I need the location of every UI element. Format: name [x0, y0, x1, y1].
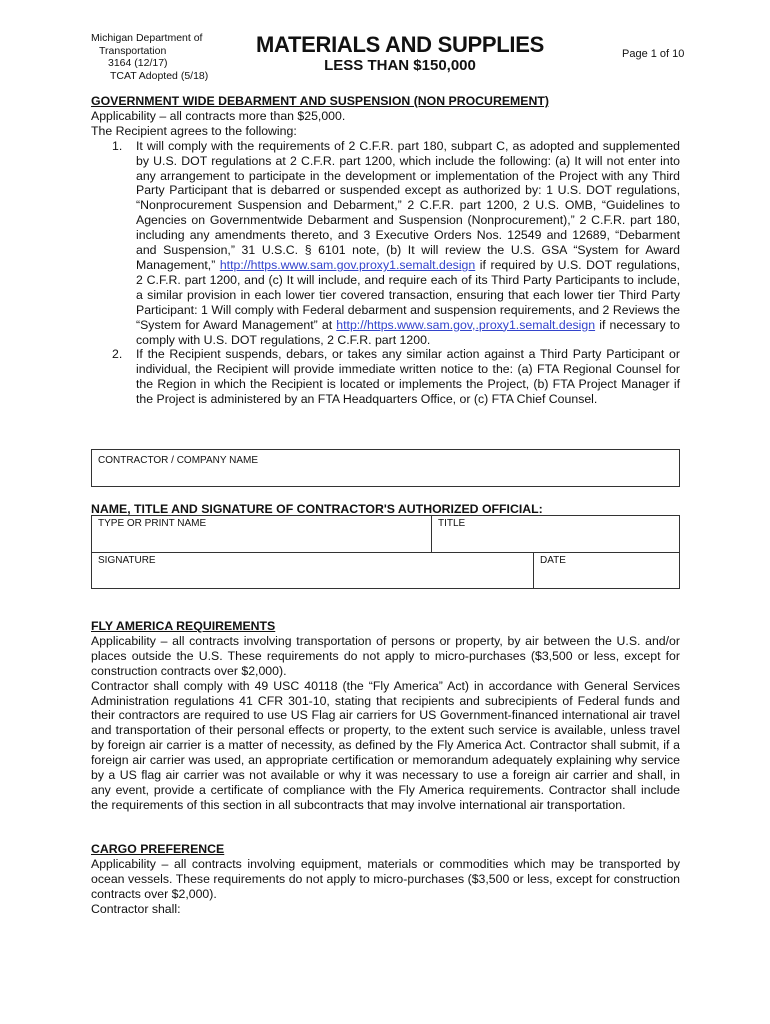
- company-name-field[interactable]: [91, 449, 680, 487]
- tcat-adopted: TCAT Adopted (5/18): [110, 69, 209, 82]
- fly-america-section: [91, 619, 680, 813]
- page-number: Page 1 of 10: [622, 48, 685, 60]
- sam-gov-link[interactable]: http://https.www.sam.gov.proxy1.semalt.design: [219, 257, 476, 272]
- cargo-preference-heading: CARGO PREFERENCE: [91, 842, 225, 856]
- list-item-text: It will comply with the requirements of 2 C.F.R. part 180, subpart C, as adopted and supplemented by U.S. DOT regulations at 2 C.F.R. part 1200, which include the following: (a) It will not enter into any arrangement to participate in the development or implementation of the Project with any Third Party Participant that is debarred or suspended except as authorized by: 1 U.S. DOT regulations, “Nonprocurement Suspension and Debarment,” 2 C.F.R. part 1200, 2 U.S. OMB, “Guidelines to Agencies on Governmentwide Debarment and Suspension (Nonprocurement),” 2 C.F.R. part 180, including any amendments thereto, and 3 Executive Orders Nos. 12549 and 12689, “Debarment and Suspension,” 31 U.S.C. § 6101 note, (b) It will review the U.S. GSA “System for Award Management,”: [136, 138, 680, 272]
- date-label: DATE: [540, 555, 566, 566]
- list-item-text: If the Recipient suspends, debars, or takes any similar action against a Third Party Participant or individual, the Recipient will provide immediate written notice to the: (a) FTA Regional Counsel for the Region in which the Recipient is located or implements the Project, (b) FTA Project Manager if the Project is administered by an FTA Headquarters Office, or (c) FTA Chief Counsel.: [136, 347, 680, 407]
- debarment-heading: GOVERNMENT WIDE DEBARMENT AND SUSPENSION (NON PROCUREMENT): [91, 94, 549, 108]
- signature-label: SIGNATURE: [98, 555, 156, 566]
- cargo-contractor-shall: Contractor shall:: [91, 901, 181, 916]
- debarment-applicability: Applicability – all contracts more than $25,000.: [91, 108, 346, 123]
- list-item-text: if required by U.S. DOT regulations, 2 C.F.R. part 1200, and (c) It will include, and require each of its Third Party Participants to include, a similar provision in each lower tier covered transaction, ensuring that each lower tier Third Party Participant: 1 Will comply with Federal debarment and suspension requirements, and 2 Reviews the “System for Award Management” at: [136, 257, 680, 332]
- list-item: [91, 347, 680, 407]
- fly-america-body: Contractor shall comply with 49 USC 40118 (the “Fly America” Act) in accordance with General Services Administration regulations 41 CFR 301-10, stating that recipients and subrecipients of Federal funds and their contractors are required to use US Flag air carriers for US Government-financed international air travel and transportation of their personal effects or property, to the extent such service is available, unless travel by foreign air carrier is a matter of necessity, as defined by the Fly America Act. Contractor shall submit, if a foreign air carrier was used, an appropriate certification or memorandum adequately explaining why service by a US flag air carrier was not available or why it was necessary to use a foreign air carrier and shall, in any event, provide a certificate of compliance with the Fly America requirements. Contractor shall include the requirements of this section in all subcontracts that may involve international air transportation.: [91, 678, 680, 812]
- company-name-label: CONTRACTOR / COMPANY NAME: [98, 455, 259, 466]
- official-heading: NAME, TITLE AND SIGNATURE OF CONTRACTOR'S AUTHORIZED OFFICIAL:: [91, 502, 543, 516]
- list-item-number: 2.: [112, 347, 123, 362]
- print-name-field[interactable]: [92, 516, 431, 552]
- agency-block: [91, 32, 208, 82]
- title-label: TITLE: [438, 518, 466, 529]
- title-field[interactable]: [432, 516, 679, 552]
- date-field[interactable]: [534, 553, 679, 588]
- form-number: 3164 (12/17): [108, 57, 168, 69]
- debarment-section: [91, 94, 680, 407]
- debarment-intro: The Recipient agrees to the following:: [91, 123, 297, 138]
- list-item-text: if necessary to comply with U.S. DOT regulations, 2 C.F.R. part 1200.: [136, 317, 680, 347]
- list-item-number: 1.: [112, 138, 123, 153]
- debarment-list: [91, 139, 680, 407]
- agency-name-line2: Transportation: [99, 44, 167, 57]
- cargo-preference-section: [91, 842, 680, 917]
- official-form-grid: [91, 515, 680, 589]
- document-title: MATERIALS AND SUPPLIES: [256, 32, 544, 57]
- signature-field[interactable]: [92, 553, 533, 588]
- agency-name-line1: Michigan Department of: [91, 32, 203, 44]
- print-name-label: TYPE OR PRINT NAME: [98, 518, 207, 529]
- cargo-applicability: Applicability – all contracts involving equipment, materials or commodities which may be transported by ocean vessels. These requirements do not apply to micro-purchases ($3,500 or less, except for construction contracts over $2,000).: [91, 856, 680, 901]
- document-subtitle: LESS THAN $150,000: [324, 57, 476, 74]
- list-item: [91, 139, 680, 348]
- fly-america-applicability: Applicability – all contracts involving transportation of persons or property, by air between the U.S. and/or places outside the U.S. These requirements do not apply to micro-purchases ($3,500 or less, except for construction contracts over $2,000).: [91, 633, 680, 678]
- fly-america-heading: FLY AMERICA REQUIREMENTS: [91, 619, 276, 633]
- sam-gov-link-2[interactable]: http://https.www.sam.gov,.proxy1.semalt.design: [336, 317, 596, 332]
